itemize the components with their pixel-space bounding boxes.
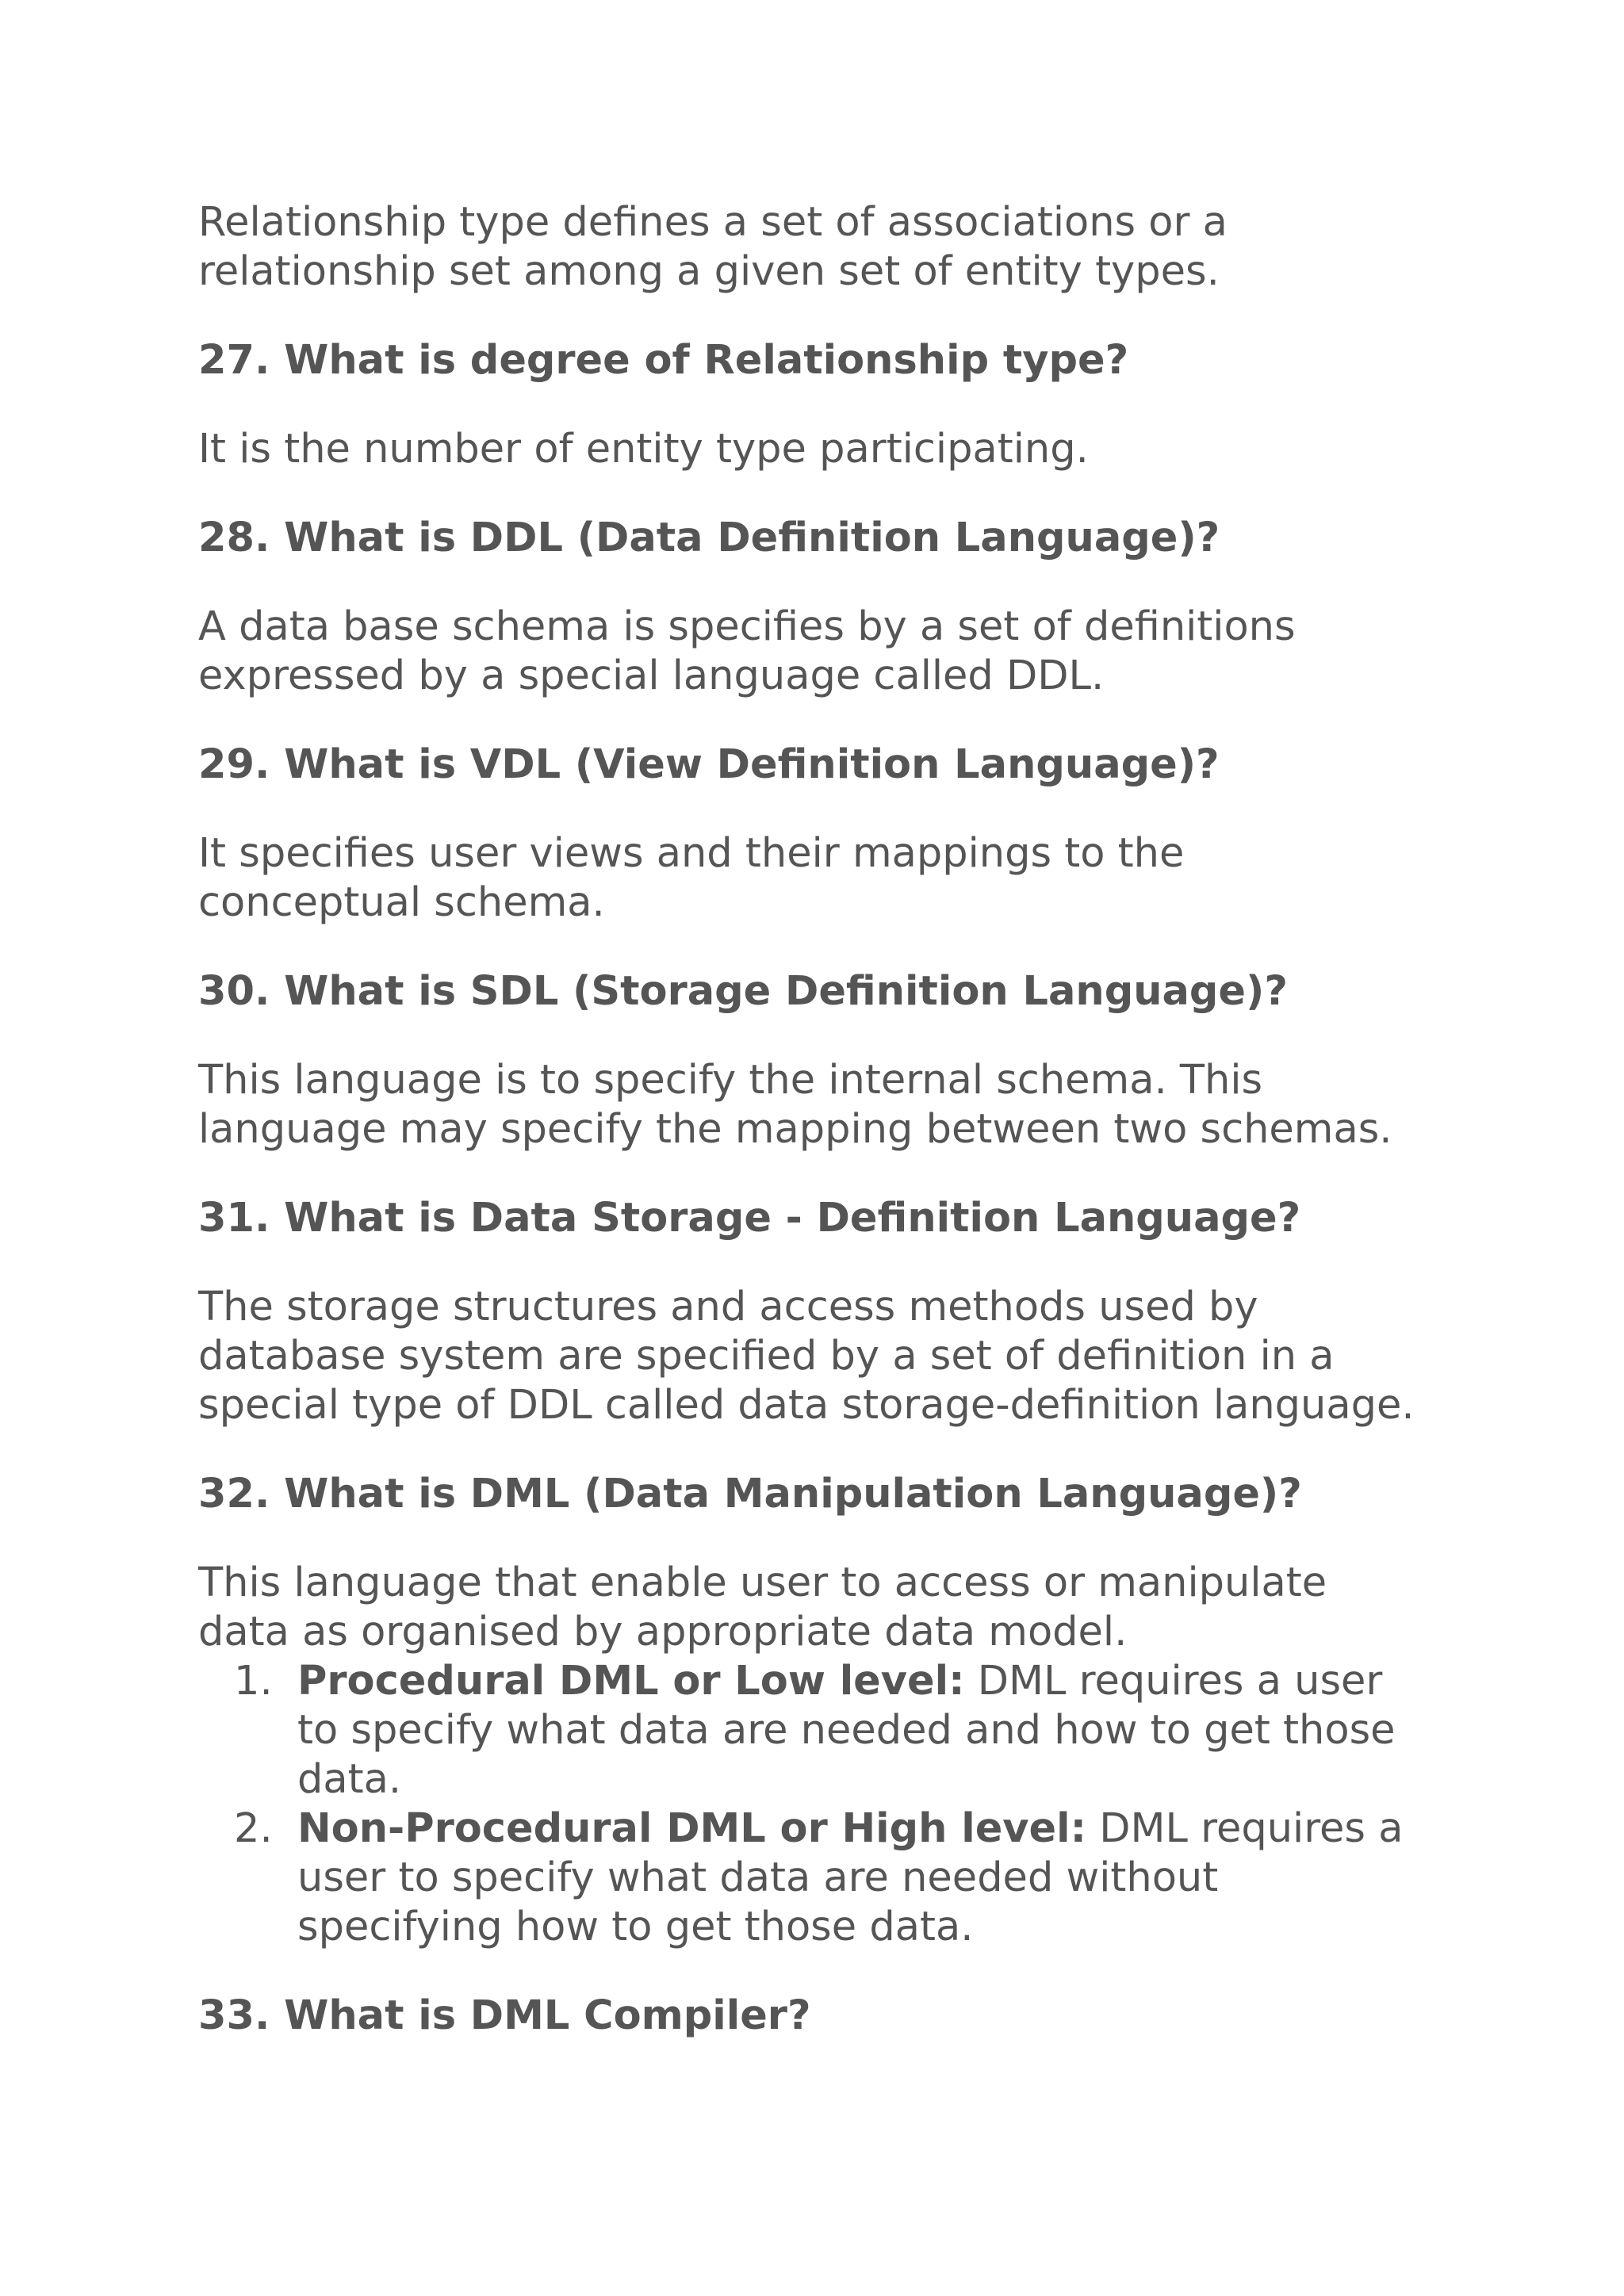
list-term: Procedural DML or Low level:: [297, 1658, 965, 1705]
dml-types-list: [198, 1657, 1467, 1952]
list-number: 1.: [234, 1658, 273, 1705]
text-line: data.: [297, 1756, 402, 1803]
text-line: The storage structures and access methods used by: [198, 1284, 1258, 1330]
text-line: Relationship type defines a set of associations or a: [198, 199, 1228, 246]
answer-30: [198, 1056, 1467, 1154]
text-line: This language is to specify the internal schema. This: [198, 1057, 1263, 1104]
list-text: DML requires a user: [964, 1658, 1383, 1705]
question-33-heading: 33. What is DML Compiler?: [198, 1992, 811, 2039]
text-line: data as organised by appropriate data model.: [198, 1609, 1128, 1655]
list-number: 2.: [234, 1805, 273, 1852]
text-line: This language that enable user to access or manipulate: [198, 1559, 1327, 1606]
text-line: relationship set among a given set of entity types.: [198, 248, 1220, 295]
text-line: language may specify the mapping between two schemas.: [198, 1106, 1392, 1153]
question-30-heading: 30. What is SDL (Storage Definition Language)?: [198, 968, 1288, 1015]
answer-32: [198, 1559, 1467, 1657]
text-line: conceptual schema.: [198, 879, 605, 926]
question-28-heading: 28. What is DDL (Data Definition Language)?: [198, 515, 1220, 561]
text-line: expressed by a special language called DDL.: [198, 652, 1105, 699]
text-line: It is the number of entity type participating.: [198, 426, 1089, 473]
text-line: special type of DDL called data storage-definition language.: [198, 1382, 1415, 1429]
question-32-heading: 32. What is DML (Data Manipulation Language)?: [198, 1471, 1302, 1517]
answer-31: [198, 1283, 1467, 1430]
list-item: [198, 1657, 1467, 1804]
answer-28: [198, 603, 1467, 701]
paragraph-relationship-type: [198, 198, 1467, 297]
list-text: DML requires a: [1086, 1805, 1404, 1852]
text-line: user to specify what data are needed without: [297, 1854, 1219, 1901]
list-item: [198, 1804, 1467, 1952]
text-line: to specify what data are needed and how to get those: [297, 1707, 1396, 1754]
text-line: A data base schema is specifies by a set of definitions: [198, 603, 1296, 650]
question-27-heading: 27. What is degree of Relationship type?: [198, 337, 1129, 384]
text-line: [297, 1657, 1467, 1706]
question-29-heading: 29. What is VDL (View Definition Language)?: [198, 741, 1220, 788]
text-line: specifying how to get those data.: [297, 1904, 974, 1950]
answer-27: [198, 425, 1467, 474]
document-page: [198, 198, 1467, 2041]
text-line: database system are specified by a set of definition in a: [198, 1333, 1335, 1380]
text-line: It specifies user views and their mappings to the: [198, 830, 1185, 877]
question-31-heading: 31. What is Data Storage - Definition Language?: [198, 1195, 1301, 1242]
text-line: [297, 1804, 1467, 1854]
answer-29: [198, 829, 1467, 928]
list-term: Non-Procedural DML or High level:: [297, 1805, 1086, 1852]
